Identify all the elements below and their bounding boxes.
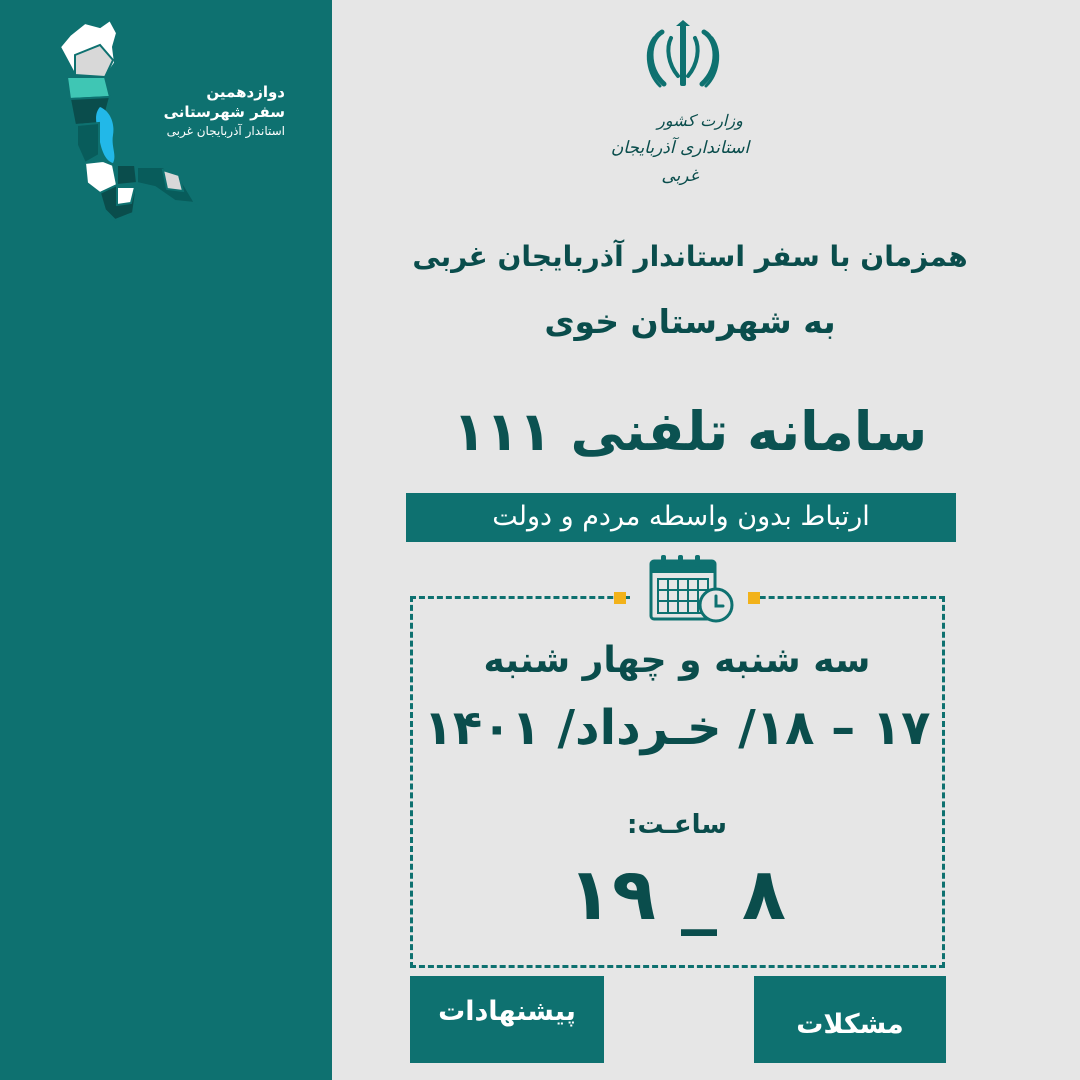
series-title bbox=[120, 82, 285, 140]
iran-emblem-icon bbox=[640, 18, 726, 96]
problems-button[interactable]: مشکلات bbox=[754, 976, 946, 1063]
schedule-hours: ۸ _ ۱۹ bbox=[568, 852, 786, 936]
accent-dot-left bbox=[614, 592, 626, 604]
headline-line1: همزمان با سفر استاندار آذربایجان غربی bbox=[412, 240, 968, 273]
phone-system-title: سامانه تلفنی ۱۱۱ bbox=[452, 400, 928, 463]
governorate-name: استانداری آذربایجان غربی bbox=[610, 138, 750, 186]
suggestions-button[interactable]: پیشنهادات bbox=[410, 976, 604, 1063]
schedule-days: سه شنبه و چهار شنبه bbox=[483, 640, 871, 681]
schedule-date: ۱۷ – ۱۸/ خـرداد/ ۱۴۰۱ bbox=[423, 700, 931, 756]
series-title-line2: سفر شهرستانی bbox=[163, 103, 285, 121]
series-title-line1: دوازدهمین bbox=[206, 83, 285, 101]
ministry-name: وزارت کشور bbox=[657, 111, 743, 130]
ministry-logotype bbox=[590, 108, 770, 190]
series-subtitle: استاندار آذربایجان غربی bbox=[166, 124, 285, 138]
accent-dot-right bbox=[748, 592, 760, 604]
tagline-bar: ارتباط بدون واسطه مردم و دولت bbox=[406, 493, 956, 542]
calendar-clock-icon bbox=[648, 553, 736, 625]
headline-line2: به شهرستان خوی bbox=[544, 302, 836, 341]
time-label: ساعـت: bbox=[627, 810, 727, 840]
